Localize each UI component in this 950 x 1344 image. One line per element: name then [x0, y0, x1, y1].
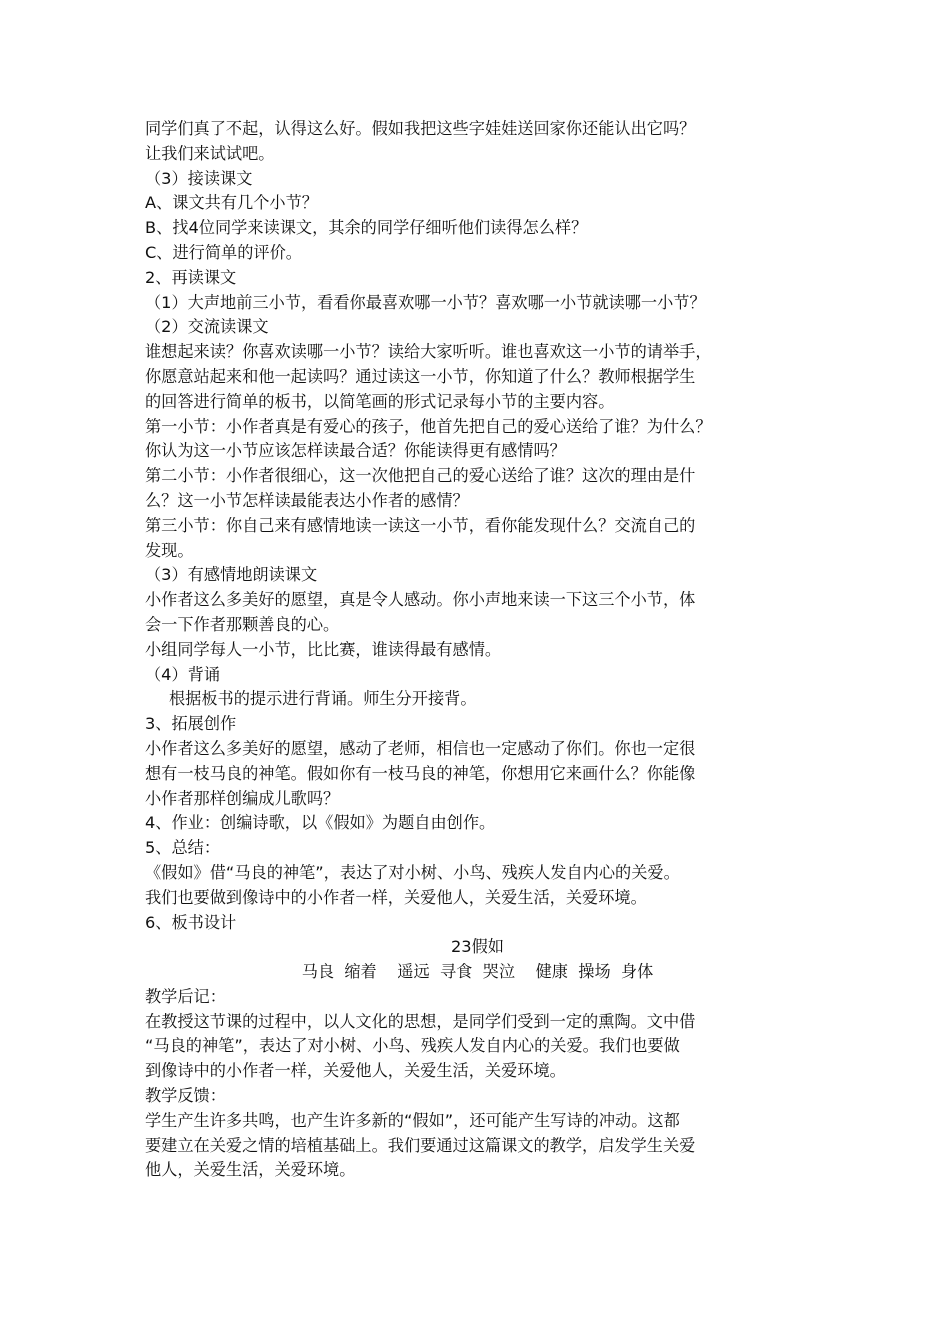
text-line: 同学们真了不起，认得这么好。假如我把这些字娃娃送回家你还能认出它吗？: [145, 119, 696, 138]
text-line: 要建立在关爱之情的培植基础上。我们要通过这篇课文的教学，启发学生关爱: [145, 1135, 696, 1155]
text-line: 你认为这一小节应该怎样读最合适？你能读得更有感情吗？: [145, 441, 566, 461]
text-line: 小组同学每人一小节，比比赛，谁读得最有感情。: [145, 639, 502, 659]
text-line: 到像诗中的小作者一样，关爱他人，关爱生活，关爱环境。: [145, 1061, 566, 1081]
section-heading: 3、拓展创作: [145, 714, 237, 734]
text-line: （1）大声地前三小节，看看你最喜欢哪一小节？喜欢哪一小节就读哪一小节？: [145, 292, 706, 312]
board-title: 23假如: [451, 937, 504, 957]
text-line: 《假如》借“马良的神笔”，表达了对小树、小鸟、残疾人发自内心的关爱。: [145, 862, 680, 882]
section-heading: 教学反馈：: [145, 1086, 226, 1106]
text-line: 第二小节：小作者很细心，这一次他把自己的爱心送给了谁？这次的理由是什: [145, 466, 696, 486]
text-line: 发现。: [145, 540, 194, 560]
text-line: 第一小节：小作者真是有爱心的孩子，他首先把自己的爱心送给了谁？为什么？: [145, 416, 712, 436]
text-line: 谁想起来读？你喜欢读哪一小节？读给大家听听。谁也喜欢这一小节的请举手，: [145, 342, 712, 362]
section-heading: 2、再读课文: [145, 267, 237, 287]
text-line: 你愿意站起来和他一起读吗？通过读这一小节，你知道了什么？教师根据学生: [145, 366, 696, 386]
section-heading: 6、板书设计: [145, 912, 237, 932]
text-line: 他人，关爱生活，关爱环境。: [145, 1160, 356, 1180]
text-line: 让我们来试试吧。: [145, 143, 275, 163]
text-line: 小作者这么多美好的愿望，感动了老师，相信也一定感动了你们。你也一定很: [145, 738, 696, 758]
text-line: 根据板书的提示进行背诵。师生分开接背。: [169, 689, 477, 709]
text-line: B、找4位同学来读课文，其余的同学仔细听他们读得怎么样？: [145, 218, 588, 238]
section-heading: （3）有感情地朗读课文: [145, 565, 318, 585]
text-line: 的回答进行简单的板书，以简笔画的形式记录每小节的主要内容。: [145, 391, 615, 411]
text-line: 么？这一小节怎样读最能表达小作者的感情？: [145, 490, 469, 510]
section-heading: 教学后记：: [145, 986, 226, 1006]
text-line: 会一下作者那颗善良的心。: [145, 614, 340, 634]
text-line: 我们也要做到像诗中的小作者一样，关爱他人，关爱生活，关爱环境。: [145, 887, 647, 907]
text-line: 小作者这么多美好的愿望，真是令人感动。你小声地来读一下这三个小节，体: [145, 590, 696, 610]
text-line: 在教授这节课的过程中，以人文化的思想，是同学们受到一定的熏陶。文中借: [145, 1011, 696, 1031]
section-heading: （3）接读课文: [145, 168, 253, 188]
text-line: C、进行简单的评价。: [145, 242, 302, 262]
board-words: 马良 缩着 遥远 寻食 哭泣 健康 操场 身体: [301, 962, 654, 982]
text-line: 4、作业：创编诗歌，以《假如》为题自由创作。: [145, 813, 496, 833]
section-heading: （2）交流读课文: [145, 317, 269, 337]
section-heading: 5、总结：: [145, 838, 221, 858]
text-line: “马良的神笔”，表达了对小树、小鸟、残疾人发自内心的关爱。我们也要做: [145, 1036, 680, 1056]
text-line: A、课文共有几个小节？: [145, 193, 318, 213]
section-heading: （4）背诵: [145, 664, 221, 684]
text-line: 学生产生许多共鸣，也产生许多新的“假如”，还可能产生写诗的冲动。这都: [145, 1110, 680, 1130]
text-line: 想有一枝马良的神笔。假如你有一枝马良的神笔，你想用它来画什么？你能像: [145, 763, 696, 783]
text-line: 第三小节：你自己来有感情地读一读这一小节，看你能发现什么？交流自己的: [145, 515, 696, 535]
text-line: 小作者那样创编成儿歌吗？: [145, 788, 340, 808]
